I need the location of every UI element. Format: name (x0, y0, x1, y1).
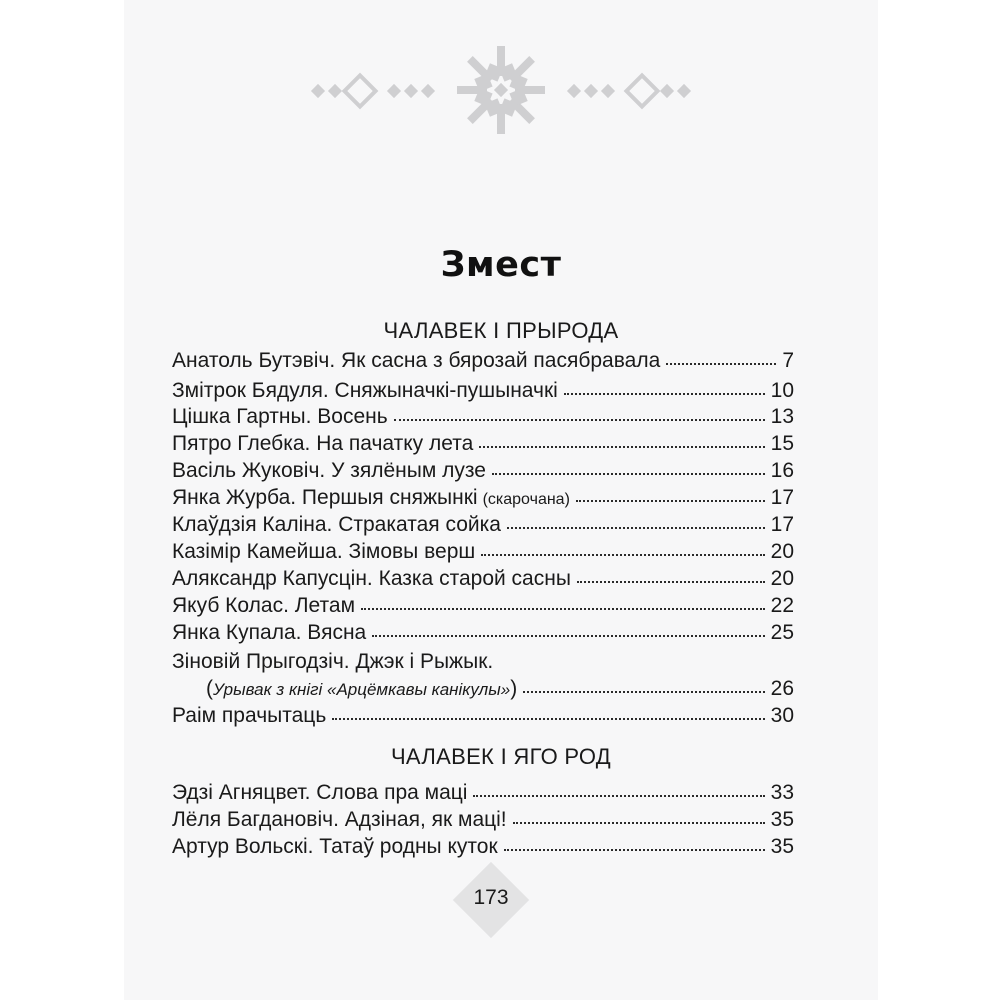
diamond-ornament-icon (567, 84, 581, 98)
entry-page: 26 (770, 677, 794, 700)
entry-title: Янка Купала. Вясна (172, 621, 367, 644)
leader-dots (481, 554, 764, 556)
entry-sub-close: ) (510, 677, 518, 700)
diamond-ornament-icon (344, 75, 375, 106)
ornament-border (124, 0, 878, 140)
entry-title: Змітрок Бядуля. Сняжыначкі-пушыначкі (172, 379, 558, 402)
leader-dots (361, 608, 765, 610)
entry-title: Казімір Камейша. Зімовы верш (172, 540, 476, 563)
leader-dots (564, 393, 765, 395)
diamond-ornament-icon (404, 84, 418, 98)
toc-entry[interactable] (172, 405, 794, 435)
toc-entry[interactable] (172, 540, 794, 570)
page-number-badge (451, 860, 531, 940)
toc-entry[interactable] (172, 621, 794, 651)
entry-subtitle: Урывак з кнігі «Арцёмкавы канікулы» (213, 680, 511, 699)
leader-dots (473, 795, 764, 797)
entry-page: 20 (770, 567, 794, 590)
entry-title: Клаўдзія Каліна. Стракатая сойка (172, 513, 501, 536)
leader-dots (394, 419, 765, 421)
entry-page: 17 (770, 486, 794, 509)
book-page (124, 0, 878, 1000)
leader-dots (577, 581, 765, 583)
toc-entry[interactable] (172, 513, 794, 543)
page-number: 173 (473, 886, 509, 909)
section-heading: ЧАЛАВЕК І ПРЫРОДА (383, 318, 619, 343)
entry-page: 35 (770, 808, 794, 831)
toc-entry[interactable] (172, 349, 794, 379)
diamond-ornament-icon (328, 84, 342, 98)
entry-page: 15 (770, 432, 794, 455)
entry-sub-open: ( (206, 677, 213, 700)
toc-entry[interactable] (172, 808, 794, 838)
entry-title: Янка Журба. Першыя сняжынкі (172, 486, 478, 509)
diamond-ornament-icon (387, 84, 401, 98)
leader-dots (492, 473, 765, 475)
entry-page: 33 (770, 781, 794, 804)
entry-page: 7 (782, 349, 794, 372)
snowflake-ornament-icon (457, 46, 545, 134)
leader-dots (666, 363, 776, 365)
toc-entry-continuation[interactable] (206, 677, 794, 707)
toc-entry[interactable] (172, 567, 794, 597)
entry-title: Раім прачытаць (172, 704, 327, 727)
toc-entry[interactable] (172, 486, 794, 516)
entry-title: Артур Вольскі. Татаў родны куток (172, 835, 498, 858)
toc-entry[interactable] (172, 781, 794, 811)
entry-page: 25 (770, 621, 794, 644)
entry-title: Васіль Жуковіч. У зялёным лузе (172, 459, 486, 482)
entry-page: 10 (770, 379, 794, 402)
entry-page: 17 (770, 513, 794, 536)
entry-title: Зіновій Прыгодзіч. Джэк і Рыжык. (172, 650, 494, 673)
toc-entry[interactable] (172, 432, 794, 462)
diamond-ornament-icon (311, 84, 325, 98)
leader-dots (372, 635, 764, 637)
entry-page: 22 (770, 594, 794, 617)
leader-dots (479, 446, 764, 448)
diamond-ornament-icon (421, 84, 435, 98)
entry-page: 20 (770, 540, 794, 563)
diamond-ornament-icon (601, 84, 615, 98)
leader-dots (507, 527, 765, 529)
entry-title: Эдзі Агняцвет. Слова пра маці (172, 781, 468, 804)
leader-dots (332, 718, 764, 720)
leader-dots (576, 500, 765, 502)
entry-note: (скарочана) (482, 491, 570, 508)
entry-title: Якуб Колас. Летам (172, 594, 356, 617)
entry-title: Цішка Гартны. Восень (172, 405, 388, 428)
diamond-ornament-icon (626, 75, 657, 106)
leader-dots (504, 849, 765, 851)
toc-entry[interactable] (172, 459, 794, 489)
entry-page: 30 (770, 704, 794, 727)
entry-title: Анатоль Бутэвіч. Як сасна з бярозай пасябравала (172, 349, 661, 372)
toc-entry[interactable] (172, 704, 794, 734)
diamond-ornament-icon (584, 84, 598, 98)
entry-title: Аляксандр Капусцін. Казка старой сасны (172, 567, 571, 590)
entry-title: Пятро Глебка. На пачатку лета (172, 432, 474, 455)
page-title: Змест (440, 245, 562, 285)
entry-page: 35 (770, 835, 794, 858)
toc-entry[interactable] (172, 594, 794, 624)
entry-title: Лёля Багдановіч. Адзіная, як маці! (172, 808, 507, 831)
entry-page: 16 (770, 459, 794, 482)
diamond-ornament-icon (660, 84, 674, 98)
diamond-ornament-icon (677, 84, 691, 98)
leader-dots (523, 691, 764, 693)
toc-entry[interactable] (172, 650, 794, 680)
leader-dots (513, 822, 765, 824)
section-heading: ЧАЛАВЕК І ЯГО РОД (390, 744, 612, 769)
entry-page: 13 (770, 405, 794, 428)
